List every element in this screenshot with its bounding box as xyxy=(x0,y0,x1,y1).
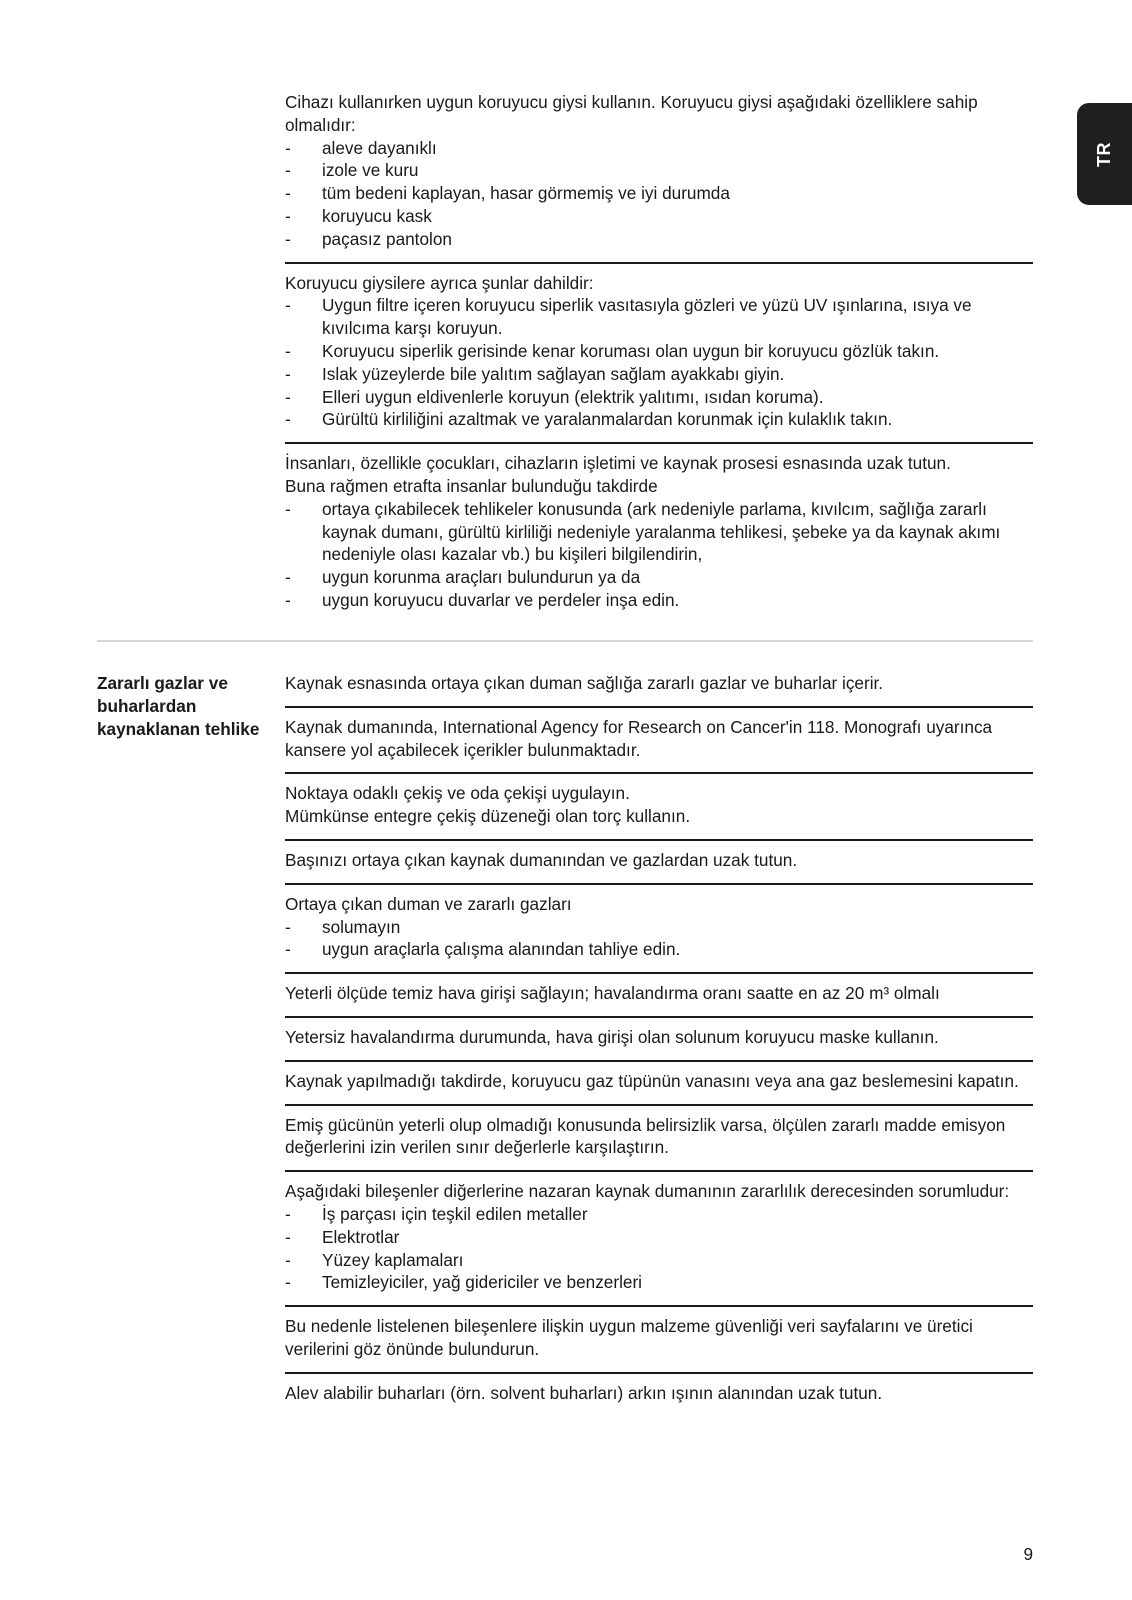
text-block xyxy=(285,849,1033,883)
text-block xyxy=(285,716,1033,773)
list-item: - koruyucu kask xyxy=(285,205,1033,228)
list-item: - Temizleyiciler, yağ gidericiler ve benzerleri xyxy=(285,1271,1033,1294)
block-separator xyxy=(285,706,1033,708)
dash-list xyxy=(285,498,1033,612)
list-item: - Gürültü kirliliğini azaltmak ve yaralanmalardan korunmak için kulaklık takın. xyxy=(285,408,1033,431)
text-block xyxy=(285,893,1033,972)
list-item: - izole ve kuru xyxy=(285,159,1033,182)
list-item: - Uygun filtre içeren koruyucu siperlik vasıtasıyla gözleri ve yüzü UV ışınlarına, ısıya ve kıvılcıma karşı koruyun. xyxy=(285,294,1033,340)
block-separator xyxy=(285,262,1033,264)
paragraph: Kaynak yapılmadığı takdirde, koruyucu gaz tüpünün vanasını veya ana gaz beslemesini kapatın. xyxy=(285,1070,1019,1091)
list-item: - tüm bedeni kaplayan, hasar görmemiş ve iyi durumda xyxy=(285,182,1033,205)
paragraph: Aşağıdaki bileşenler diğerlerine nazaran kaynak dumanının zararlılık derecesinden sorumludur: xyxy=(285,1181,1010,1202)
dash-list xyxy=(285,1203,1033,1294)
section-heading: Zararlı gazlar ve buharlardan kaynaklanan tehlike xyxy=(97,673,260,739)
paragraph: Alev alabilir buharları (örn. solvent buharları) arkın ışının alanından uzak tutun. xyxy=(285,1382,883,1403)
harmful-gases-section xyxy=(285,672,1033,1416)
block-separator xyxy=(285,839,1033,841)
page-number: 9 xyxy=(1023,1544,1033,1564)
paragraph: Buna rağmen etrafta insanlar bulunduğu takdirde xyxy=(285,475,658,496)
block-separator xyxy=(285,1104,1033,1106)
paragraph: İnsanları, özellikle çocukları, cihazların işletimi ve kaynak prosesi esnasında uzak tutun. xyxy=(285,453,951,474)
list-item: - Elektrotlar xyxy=(285,1226,1033,1249)
dash-list xyxy=(285,916,1033,962)
block-separator xyxy=(285,972,1033,974)
block-separator xyxy=(285,1060,1033,1062)
text-block xyxy=(285,1070,1033,1104)
paragraph: Mümkünse entegre çekiş düzeneği olan torç kullanın. xyxy=(285,806,691,827)
paragraph: Bu nedenle listelenen bileşenlere ilişkin uygun malzeme güvenliği veri sayfalarını ve üretici verilerini göz önünde bulundurun. xyxy=(285,1316,973,1359)
text-block xyxy=(285,91,1033,262)
text-block xyxy=(285,982,1033,1016)
dash-list xyxy=(285,294,1033,431)
paragraph: Noktaya odaklı çekiş ve oda çekişi uygulayın. xyxy=(285,783,630,804)
text-block xyxy=(285,1180,1033,1305)
list-item: - uygun korunma araçları bulundurun ya da xyxy=(285,566,1033,589)
language-tab xyxy=(1077,103,1132,205)
language-tab-label: TR xyxy=(1094,141,1114,167)
list-item: - Yüzey kaplamaları xyxy=(285,1249,1033,1272)
paragraph: Koruyucu giysilere ayrıca şunlar dahildir: xyxy=(285,272,594,293)
list-item: - ortaya çıkabilecek tehlikeler konusunda (ark nedeniyle parlama, kıvılcım, sağlığa zararlı kaynak dumanı, gürültü kirliliği nedeniyle yaralanma tehlikesi, şebeke ya da kaynak akımı nedeniyle olası kazalar vb.) bu kişileri bilgilendirin, xyxy=(285,498,1033,566)
paragraph: Kaynak esnasında ortaya çıkan duman sağlığa zararlı gazlar ve buharlar içerir. xyxy=(285,673,884,693)
block-separator xyxy=(285,883,1033,885)
paragraph: Ortaya çıkan duman ve zararlı gazları xyxy=(285,893,572,914)
paragraph: Yetersiz havalandırma durumunda, hava girişi olan solunum koruyucu maske kullanın. xyxy=(285,1026,939,1047)
paragraph: Cihazı kullanırken uygun koruyucu giysi kullanın. Koruyucu giysi aşağıdaki özelliklere sahip olmalıdır: xyxy=(285,92,978,135)
paragraph: Yeterli ölçüde temiz hava girişi sağlayın; havalandırma oranı saatte en az 20 m³ olmalı xyxy=(285,983,940,1004)
text-block xyxy=(285,1026,1033,1060)
block-separator xyxy=(285,442,1033,444)
text-block xyxy=(285,1315,1033,1372)
text-block xyxy=(285,452,1033,623)
list-item: - Elleri uygun eldivenlerle koruyun (elektrik yalıtımı, ısıdan koruma). xyxy=(285,386,1033,409)
dash-list xyxy=(285,137,1033,251)
paragraph: Başınızı ortaya çıkan kaynak dumanından ve gazlardan uzak tutun. xyxy=(285,849,798,870)
list-item: - Islak yüzeylerde bile yalıtım sağlayan sağlam ayakkabı giyin. xyxy=(285,363,1033,386)
text-block xyxy=(285,272,1033,443)
block-separator xyxy=(285,1170,1033,1172)
block-separator xyxy=(285,1016,1033,1018)
block-separator xyxy=(285,1305,1033,1307)
paragraph: Kaynak dumanında, International Agency for Research on Cancer'in 118. Monografı uyarınca kansere yol açabilecek içerikler bulunmaktadır. xyxy=(285,716,993,760)
paragraph: Emiş gücünün yeterli olup olmadığı konusunda belirsizlik varsa, ölçülen zararlı madde emisyon değerlerini izin verilen sınır değerlerle karşılaştırın. xyxy=(285,1114,1006,1158)
list-item: - Koruyucu siperlik gerisinde kenar koruması olan uygun bir koruyucu gözlük takın. xyxy=(285,340,1033,363)
text-block xyxy=(285,1114,1033,1171)
text-block xyxy=(285,1382,1033,1416)
list-item: - aleve dayanıklı xyxy=(285,137,1033,160)
block-separator xyxy=(285,772,1033,774)
block-separator xyxy=(285,1372,1033,1374)
list-item: - İş parçası için teşkil edilen metaller xyxy=(285,1203,1033,1226)
list-item: - uygun koruyucu duvarlar ve perdeler inşa edin. xyxy=(285,589,1033,612)
protective-clothing-section xyxy=(285,91,1033,623)
list-item: - paçasız pantolon xyxy=(285,228,1033,251)
text-block xyxy=(285,672,1033,706)
section-divider xyxy=(97,640,1033,642)
list-item: - solumayın xyxy=(285,916,1033,939)
list-item: - uygun araçlarla çalışma alanından tahliye edin. xyxy=(285,938,1033,961)
text-block xyxy=(285,782,1033,839)
